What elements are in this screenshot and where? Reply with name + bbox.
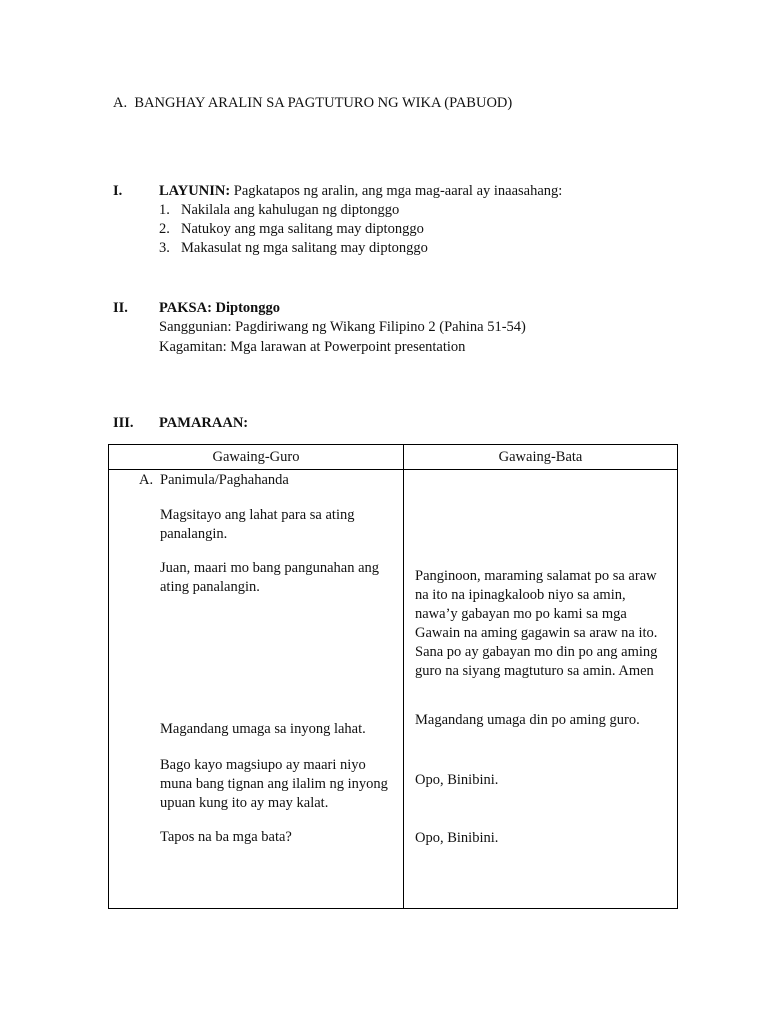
teacher-line: Tapos na ba mga bata? <box>160 829 292 845</box>
teacher-line: Magandang umaga sa inyong lahat. <box>160 721 366 737</box>
activity-table <box>108 444 678 909</box>
objective-text: Makasulat ng mga salitang may diptonggo <box>181 240 428 256</box>
teacher-line: Bago kayo magsiupo ay maari niyo muna bang tignan ang ilalim ng inyong upuan kung ito ay may kalat. <box>160 757 388 811</box>
objective-item <box>159 220 424 239</box>
objective-text: Nakilala ang kahulugan ng diptonggo <box>181 202 400 218</box>
subsection-marker: A. <box>139 472 154 488</box>
section-a-title: BANGHAY ARALIN SA PAGTUTURO NG WIKA (PABUOD) <box>134 95 513 111</box>
student-response: Magandang umaga din po aming guro. <box>415 712 640 728</box>
objective-item <box>159 201 399 220</box>
objective-text: Natukoy ang mga salitang may diptonggo <box>181 221 424 237</box>
section-iii-numeral: III. <box>113 415 134 431</box>
section-i-heading <box>159 182 562 201</box>
objective-number: 3. <box>159 240 170 256</box>
source-line: Sanggunian: Pagdiriwang ng Wikang Filipino 2 (Pahina 51-54) <box>159 319 526 335</box>
section-i-intro: Pagkatapos ng aralin, ang mga mag-aaral ay inaasahang: <box>233 183 563 199</box>
header-student: Gawaing-Bata <box>498 449 583 465</box>
objective-number: 2. <box>159 221 170 237</box>
section-i-label: LAYUNIN: <box>159 183 231 199</box>
student-response: Opo, Binibini. <box>415 830 499 846</box>
section-a-marker: A. <box>113 95 128 111</box>
document-title <box>113 94 512 113</box>
header-teacher: Gawaing-Guro <box>212 449 300 465</box>
teacher-line: Juan, maari mo bang pangunahan ang ating panalangin. <box>160 560 380 595</box>
student-response: Opo, Binibini. <box>415 772 499 788</box>
header-divider <box>109 469 677 470</box>
student-response: Panginoon, maraming salamat po sa araw na ito na ipinagkaloob niyo sa amin, nawa’y gabayan mo po kami sa mga Gawain na aming gagawin sa araw na ito. Sana po ay gabayan mo din po ang aming guro na siyang magtuturo sa amin. Amen <box>415 568 658 679</box>
teacher-line: Magsitayo ang lahat para sa ating panalangin. <box>160 507 355 542</box>
objective-item <box>159 239 428 258</box>
objective-number: 1. <box>159 202 170 218</box>
column-divider <box>403 445 404 908</box>
section-ii-numeral: II. <box>113 300 128 316</box>
subsection-heading <box>139 471 289 490</box>
section-iii-label: PAMARAAN: <box>159 415 249 431</box>
subsection-title: Panimula/Paghahanda <box>160 472 289 488</box>
materials-line: Kagamitan: Mga larawan at Powerpoint presentation <box>159 339 466 355</box>
section-i-numeral: I. <box>113 183 123 199</box>
section-ii-label: PAKSA: Diptonggo <box>159 300 280 316</box>
